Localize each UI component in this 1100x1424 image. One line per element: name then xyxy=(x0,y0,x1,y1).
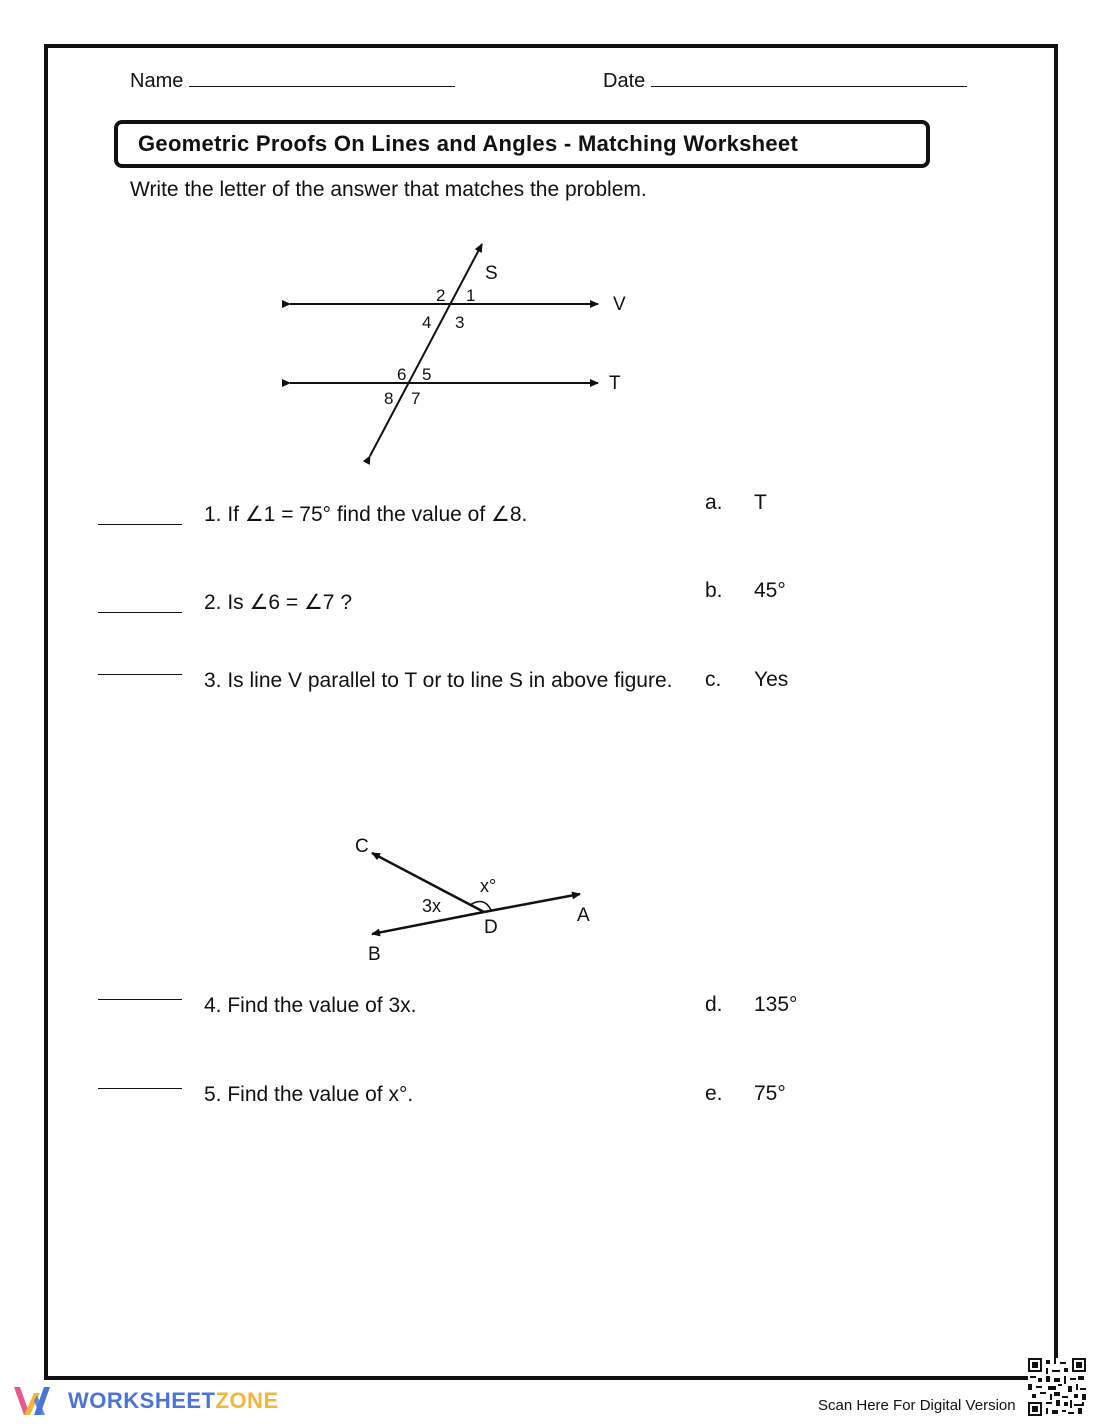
option-e-letter: e. xyxy=(705,1082,723,1105)
label-b: B xyxy=(368,944,381,965)
date-label: Date xyxy=(603,70,646,92)
angle-label-3: 3 xyxy=(455,313,465,332)
ray-da xyxy=(484,894,580,912)
label-s: S xyxy=(485,263,498,284)
question-2-text-b: = xyxy=(280,591,304,614)
label-v: V xyxy=(613,294,626,315)
angle-6-symbol: ∠6 xyxy=(249,591,281,614)
question-1-text-a: 1. If xyxy=(204,503,245,526)
brand-worksheet: WORKSHEET xyxy=(68,1388,216,1413)
answer-blank-5[interactable] xyxy=(98,1088,182,1089)
option-a-value: T xyxy=(754,491,767,514)
label-c: C xyxy=(355,836,369,857)
option-d-letter: d. xyxy=(705,993,723,1016)
question-2-text-a: 2. Is xyxy=(204,591,250,614)
angle-7-symbol: ∠7 xyxy=(303,591,335,614)
angle-label-8: 8 xyxy=(384,389,394,408)
question-2 xyxy=(204,590,352,616)
parallel-lines-figure xyxy=(0,0,1100,480)
answer-blank-1[interactable] xyxy=(98,524,182,525)
angle-label-1: 1 xyxy=(466,286,476,305)
option-a-letter: a. xyxy=(705,491,723,514)
worksheet-title: Geometric Proofs On Lines and Angles - Matching Worksheet xyxy=(138,131,799,156)
answer-blank-4[interactable] xyxy=(98,999,182,1000)
brand-zone: ZONE xyxy=(215,1388,279,1413)
angle-label-2: 2 xyxy=(436,286,446,305)
option-e-value: 75° xyxy=(754,1082,786,1105)
qr-code-icon[interactable] xyxy=(1028,1358,1086,1416)
angle-figure xyxy=(0,820,1100,970)
label-t: T xyxy=(609,373,621,394)
question-1-text-c: . xyxy=(521,503,528,526)
label-3x: 3x xyxy=(422,896,442,916)
name-label: Name xyxy=(130,70,184,92)
angle-1-symbol: ∠1 xyxy=(244,503,276,526)
instructions: Write the letter of the answer that matches the problem. xyxy=(130,178,647,201)
question-3: 3. Is line V parallel to T or to line S in above figure. xyxy=(204,669,673,692)
line-s xyxy=(370,244,482,456)
angle-label-7: 7 xyxy=(411,389,421,408)
angle-8-symbol: ∠8 xyxy=(491,503,522,526)
angle-label-5: 5 xyxy=(422,365,432,384)
label-a: A xyxy=(577,905,590,926)
label-d: D xyxy=(484,917,498,938)
brand-name xyxy=(68,1388,279,1414)
question-5: 5. Find the value of x°. xyxy=(204,1083,414,1106)
logo-icon xyxy=(12,1383,60,1419)
question-4: 4. Find the value of 3x. xyxy=(204,994,417,1017)
answer-blank-2[interactable] xyxy=(98,612,182,613)
option-b-value: 45° xyxy=(754,579,786,602)
question-2-text-c: ? xyxy=(334,591,353,614)
option-c-letter: c. xyxy=(705,668,722,691)
answer-blank-3[interactable] xyxy=(98,674,182,675)
angle-label-6: 6 xyxy=(397,365,407,384)
angle-label-4: 4 xyxy=(422,313,432,332)
option-c-value: Yes xyxy=(754,668,789,691)
question-1-text-b: = 75° find the value of xyxy=(275,503,492,526)
worksheetzone-logo[interactable] xyxy=(12,1383,279,1419)
label-x-degrees: x° xyxy=(480,876,497,896)
option-d-value: 135° xyxy=(754,993,798,1016)
option-b-letter: b. xyxy=(705,579,723,602)
question-1 xyxy=(204,502,527,528)
scan-text: Scan Here For Digital Version xyxy=(818,1397,1016,1414)
